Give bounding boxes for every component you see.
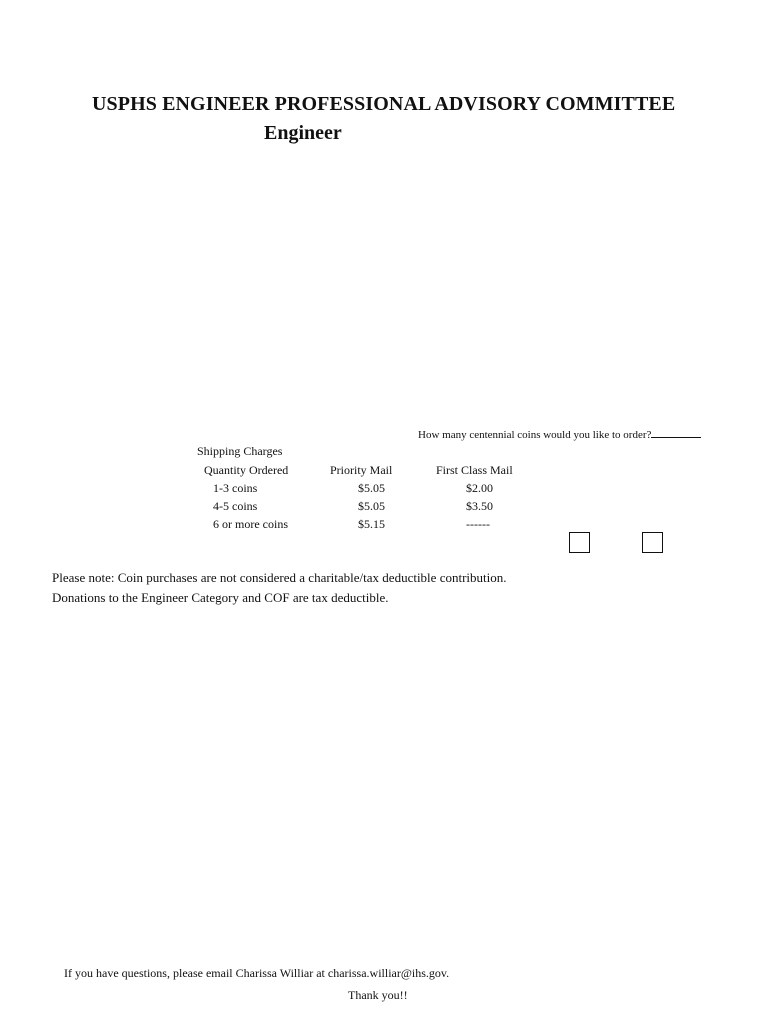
thank-you-text: Thank you!!: [348, 988, 408, 1002]
table-cell-first-class: ------: [466, 517, 490, 531]
tax-note-line: Donations to the Engineer Category and COF are tax deductible.: [52, 590, 389, 605]
table-cell-priority: $5.15: [358, 517, 385, 531]
priority-mail-checkbox[interactable]: [569, 532, 590, 553]
order-question: [418, 427, 701, 441]
column-header-first-class-mail: First Class Mail: [436, 463, 513, 477]
table-cell-first-class: $2.00: [466, 481, 493, 495]
column-header-quantity: Quantity Ordered: [204, 463, 289, 477]
table-cell-first-class: $3.50: [466, 499, 493, 513]
first-class-mail-column: [436, 461, 513, 533]
tax-note-line: Please note: Coin purchases are not considered a charitable/tax deductible contribution.: [52, 570, 507, 585]
shipping-heading: Shipping Charges: [197, 444, 283, 458]
page-title: USPHS ENGINEER PROFESSIONAL ADVISORY COMMITTEE: [92, 93, 676, 115]
priority-mail-column: [330, 461, 392, 533]
table-cell-quantity: 6 or more coins: [213, 517, 288, 531]
table-cell-priority: $5.05: [358, 481, 385, 495]
tax-note: [52, 568, 507, 608]
table-cell-quantity: 1-3 coins: [213, 481, 258, 495]
first-class-mail-checkbox[interactable]: [642, 532, 663, 553]
quantity-column: [204, 461, 288, 533]
order-question-label: How many centennial coins would you like to order?: [418, 429, 652, 441]
table-cell-quantity: 4-5 coins: [213, 499, 258, 513]
table-cell-priority: $5.05: [358, 499, 385, 513]
page-subtitle: Engineer: [264, 122, 342, 144]
column-header-priority-mail: Priority Mail: [330, 463, 393, 477]
contact-text: If you have questions, please email Charissa Williar at charissa.williar@ihs.gov.: [64, 966, 450, 980]
coin-quantity-field[interactable]: [651, 427, 701, 438]
